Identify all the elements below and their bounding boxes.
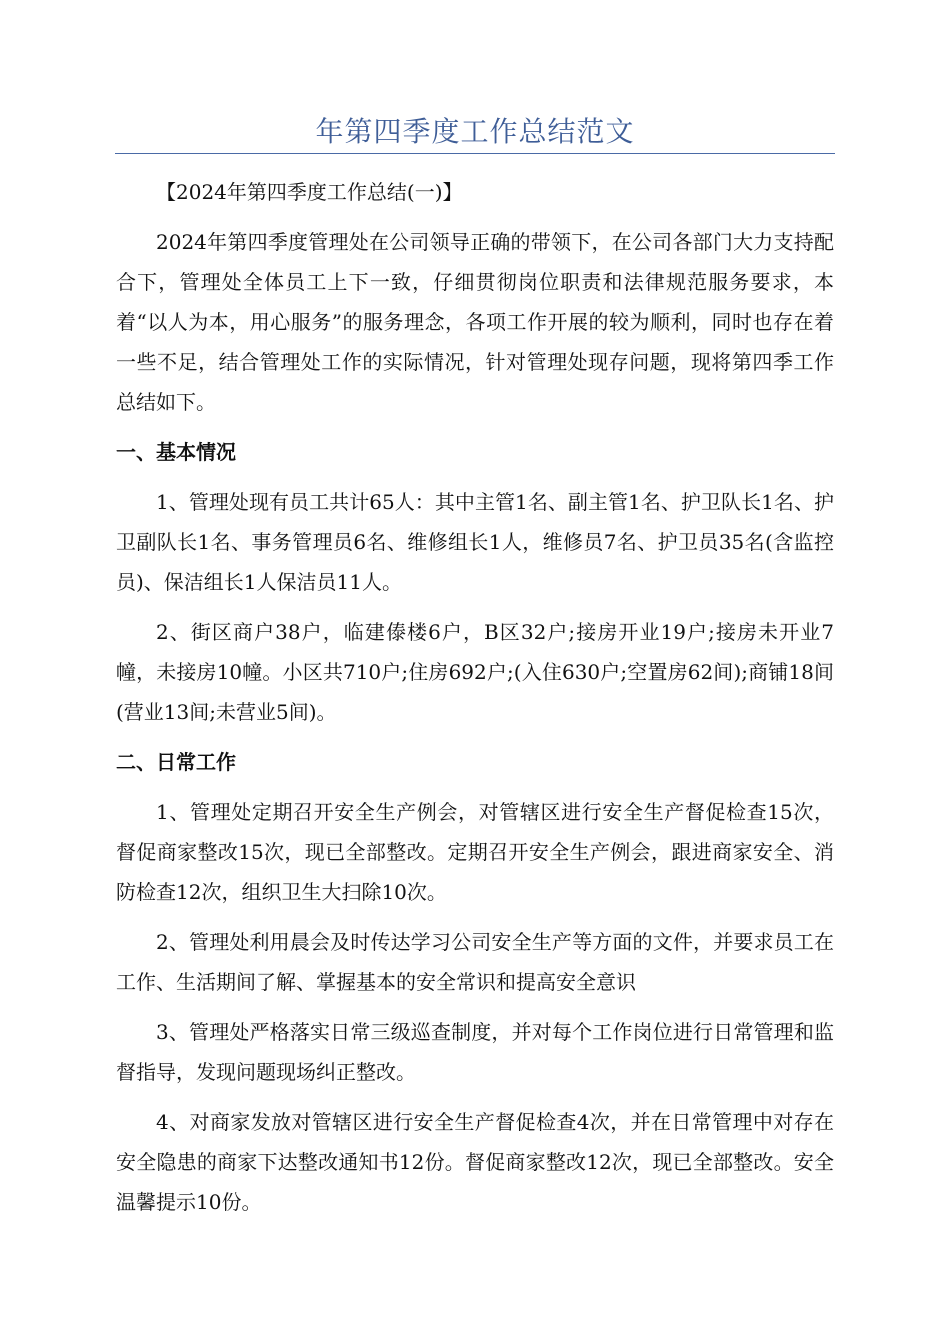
paragraph: 3、管理处严格落实日常三级巡查制度，并对每个工作岗位进行日常管理和监督指导，发现问题现场纠正整改。 (116, 1020, 834, 1084)
paragraph: 2、管理处利用晨会及时传达学习公司安全生产等方面的文件，并要求员工在工作、生活期间了解、掌握基本的安全常识和提高安全意识 (116, 930, 834, 994)
section-heading: 二、日常工作 (116, 750, 236, 774)
document-body (116, 172, 834, 1232)
paragraph: 1、管理处现有员工共计65人：其中主管1名、副主管1名、护卫队长1名、护卫副队长1名、事务管理员6名、维修组长1人，维修员7名、护卫员35名(含监控员)、保洁组长1人保洁员11人。 (116, 490, 834, 594)
paragraph: 4、对商家发放对管辖区进行安全生产督促检查4次，并在日常管理中对存在安全隐患的商家下达整改通知书12份。督促商家整改12次，现已全部整改。安全温馨提示10份。 (116, 1110, 834, 1214)
title-underline (115, 153, 835, 154)
section-heading: 一、基本情况 (116, 440, 236, 464)
document-subtitle: 【2024年第四季度工作总结(一)】 (156, 180, 463, 204)
section-basic-situation (116, 432, 834, 732)
paragraph: 1、管理处定期召开安全生产例会，对管辖区进行安全生产督促检查15次，督促商家整改15次，现已全部整改。定期召开安全生产例会，跟进商家安全、消防检查12次，组织卫生大扫除10次。 (116, 800, 834, 904)
paragraph: 2、街区商户38户，临建傣楼6户，B区32户;接房开业19户;接房未开业7幢，未接房10幢。小区共710户;住房692户;(入住630户;空置房62间);商铺18间(营业13间;未营业5间)。 (116, 620, 834, 724)
document-title: 年第四季度工作总结范文 (315, 115, 635, 148)
intro-paragraph: 2024年第四季度管理处在公司领导正确的带领下，在公司各部门大力支持配合下，管理处全体员工上下一致，仔细贯彻岗位职责和法律规范服务要求，本着“以人为本，用心服务”的服务理念，各项工作开展的较为顺利，同时也存在着一些不足，结合管理处工作的实际情况，针对管理处现存问题，现将第四季工作总结如下。 (116, 230, 834, 414)
section-daily-work (116, 742, 834, 1222)
